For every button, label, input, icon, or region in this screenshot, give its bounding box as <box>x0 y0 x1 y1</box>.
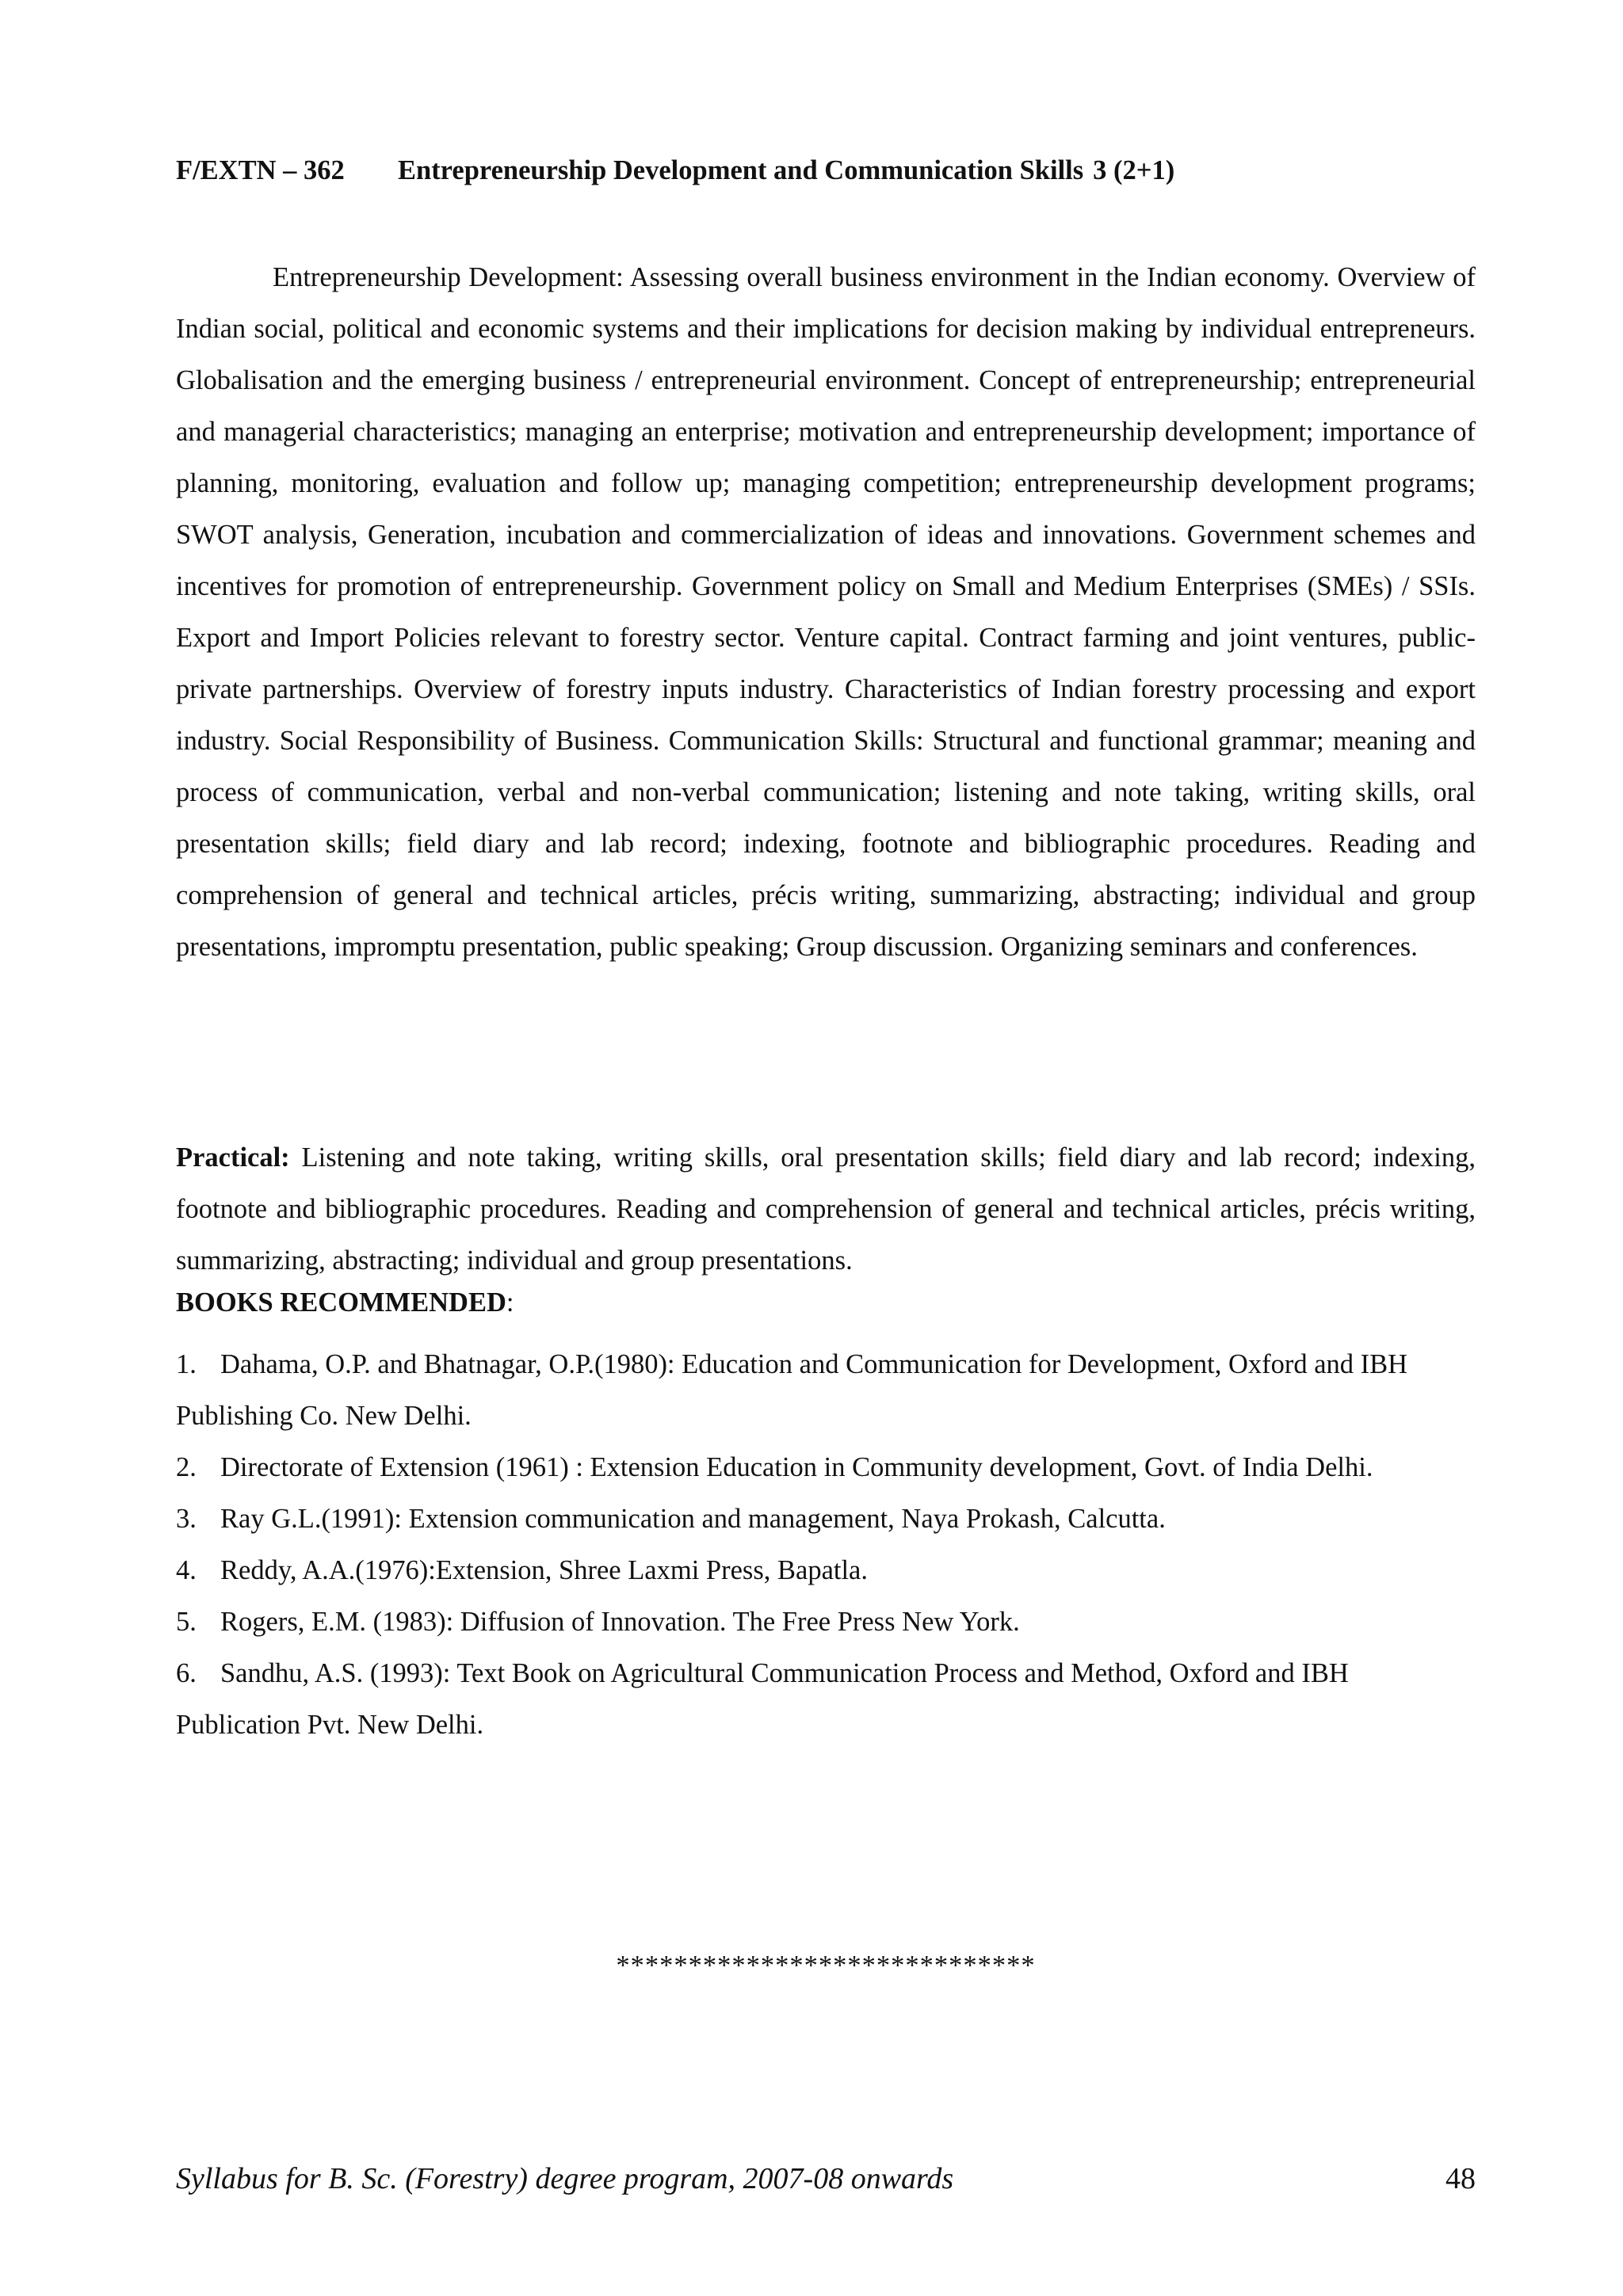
book-text: Reddy, A.A.(1976):Extension, Shree Laxmi Press, Bapatla. <box>220 1555 868 1585</box>
page-number: 48 <box>1445 2162 1476 2195</box>
books-heading <box>176 1287 514 1318</box>
book-text: Sandhu, A.S. (1993): Text Book on Agricultural Communication Process and Method, Oxford and IBH Publication Pvt. New Delhi. <box>176 1658 1349 1740</box>
book-item <box>176 1648 1476 1751</box>
book-item <box>176 1493 1476 1545</box>
practical-paragraph <box>176 1132 1476 1287</box>
section-separator: ***************************** <box>616 1951 1036 1981</box>
book-number: 3. <box>176 1504 197 1534</box>
course-title: Entrepreneurship Development and Communication Skills <box>398 155 1084 185</box>
page-footer <box>176 2161 1476 2201</box>
book-text: Rogers, E.M. (1983): Diffusion of Innovation. The Free Press New York. <box>220 1607 1020 1637</box>
book-text: Ray G.L.(1991): Extension communication and management, Naya Prokash, Calcutta. <box>220 1504 1166 1534</box>
book-number: 6. <box>176 1658 197 1688</box>
book-number: 1. <box>176 1349 197 1379</box>
books-heading-colon: : <box>506 1287 514 1318</box>
book-number: 2. <box>176 1452 197 1482</box>
book-number: 5. <box>176 1607 197 1637</box>
book-number: 4. <box>176 1555 197 1585</box>
document-page <box>176 0 1476 2296</box>
footer-title: Syllabus for B. Sc. (Forestry) degree program, 2007-08 onwards <box>176 2162 954 2195</box>
book-item <box>176 1442 1476 1493</box>
course-header <box>176 155 1174 186</box>
book-item <box>176 1545 1476 1596</box>
course-credits: 3 (2+1) <box>1093 155 1175 185</box>
practical-text: Listening and note taking, writing skills, oral presentation skills; field diary and lab record; indexing, footnote and bibliographic procedures. Reading and comprehension of general and technical articles, précis writing, summarizing, abstracting; individual and group presentations. <box>176 1142 1476 1276</box>
syllabus-paragraph: Entrepreneurship Development: Assessing overall business environment in the Indian economy. Overview of Indian social, political and economic systems and their implications for decision making by individual entrepreneurs. Globalisation and the emerging business / entrepreneurial environment. Concept of entrepreneurship; entrepreneurial and managerial characteristics; managing an enterprise; motivation and entrepreneurship development; importance of planning, monitoring, evaluation and follow up; managing competition; entrepreneurship development programs; SWOT analysis, Generation, incubation and commercialization of ideas and innovations. Government schemes and incentives for promotion of entrepreneurship. Government policy on Small and Medium Enterprises (SMEs) / SSIs. Export and Import Policies relevant to forestry sector. Venture capital. Contract farming and joint ventures, public-private partnerships. Overview of forestry inputs industry. Characteristics of Indian forestry processing and export industry. Social Responsibility of Business. Communication Skills: Structural and functional grammar; meaning and process of communication, verbal and non-verbal communication; listening and note taking, writing skills, oral presentation skills; field diary and lab record; indexing, footnote and bibliographic procedures. Reading and comprehension of general and technical articles, précis writing, summarizing, abstracting; individual and group presentations, impromptu presentation, public speaking; Group discussion. Organizing seminars and conferences. <box>176 262 1476 962</box>
book-text: Directorate of Extension (1961) : Extension Education in Community development, Govt. of India Delhi. <box>220 1452 1373 1482</box>
book-item <box>176 1596 1476 1648</box>
book-item <box>176 1339 1476 1442</box>
practical-label: Practical: <box>176 1142 290 1173</box>
books-heading-text: BOOKS RECOMMENDED <box>176 1287 506 1318</box>
book-text: Dahama, O.P. and Bhatnagar, O.P.(1980): Education and Communication for Development, Oxford and IBH Publishing Co. New Delhi. <box>176 1349 1408 1431</box>
course-code: F/EXTN – 362 <box>176 155 345 185</box>
books-list <box>176 1339 1476 1751</box>
